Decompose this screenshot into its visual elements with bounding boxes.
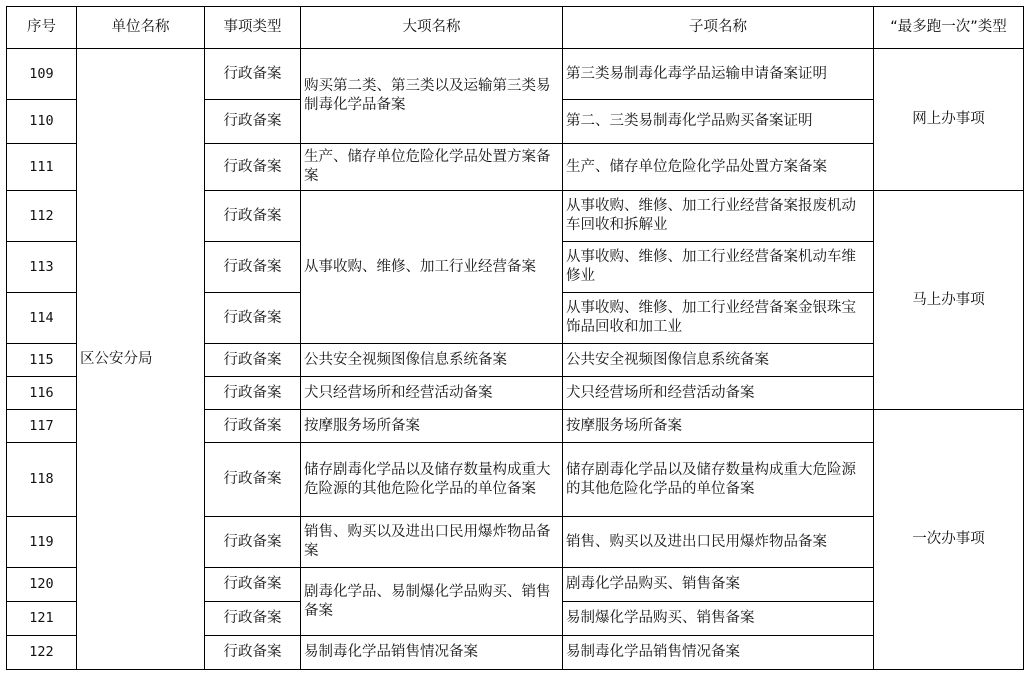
- matter-type: 行政备案: [205, 377, 301, 410]
- sub-item: 公共安全视频图像信息系统备案: [563, 344, 874, 377]
- row-number: 115: [7, 344, 77, 377]
- matter-type: 行政备案: [205, 144, 301, 191]
- sub-item: 从事收购、维修、加工行业经营备案金银珠宝饰品回收和加工业: [563, 293, 874, 344]
- header-run-type: “最多跑一次”类型: [874, 7, 1024, 49]
- header-no: 序号: [7, 7, 77, 49]
- row-number: 112: [7, 191, 77, 242]
- row-number: 121: [7, 602, 77, 636]
- header-type: 事项类型: [205, 7, 301, 49]
- row-number: 114: [7, 293, 77, 344]
- sub-item: 第二、三类易制毒化学品购买备案证明: [563, 100, 874, 144]
- major-item: 从事收购、维修、加工行业经营备案: [301, 191, 563, 344]
- run-type: 一次办事项: [874, 410, 1024, 670]
- sub-item: 剧毒化学品购买、销售备案: [563, 568, 874, 602]
- sub-item: 易制毒化学品销售情况备案: [563, 636, 874, 670]
- row-number: 118: [7, 443, 77, 517]
- sub-item: 按摩服务场所备案: [563, 410, 874, 443]
- run-type: 网上办事项: [874, 49, 1024, 191]
- matter-type: 行政备案: [205, 568, 301, 602]
- matter-type: 行政备案: [205, 443, 301, 517]
- matter-type: 行政备案: [205, 293, 301, 344]
- sub-item: 犬只经营场所和经营活动备案: [563, 377, 874, 410]
- table-row: [7, 49, 1024, 100]
- row-number: 111: [7, 144, 77, 191]
- major-item: 生产、储存单位危险化学品处置方案备案: [301, 144, 563, 191]
- sub-item: 从事收购、维修、加工行业经营备案报废机动车回收和拆解业: [563, 191, 874, 242]
- major-item: 公共安全视频图像信息系统备案: [301, 344, 563, 377]
- header-row: [7, 7, 1024, 49]
- major-item: 储存剧毒化学品以及储存数量构成重大危险源的其他危险化学品的单位备案: [301, 443, 563, 517]
- row-number: 109: [7, 49, 77, 100]
- row-number: 120: [7, 568, 77, 602]
- major-item: 犬只经营场所和经营活动备案: [301, 377, 563, 410]
- major-item: 购买第二类、第三类以及运输第三类易制毒化学品备案: [301, 49, 563, 144]
- matter-type: 行政备案: [205, 517, 301, 568]
- row-number: 113: [7, 242, 77, 293]
- header-unit: 单位名称: [77, 7, 205, 49]
- matter-type: 行政备案: [205, 344, 301, 377]
- row-number: 116: [7, 377, 77, 410]
- matter-type: 行政备案: [205, 602, 301, 636]
- sub-item: 第三类易制毒化毒学品运输申请备案证明: [563, 49, 874, 100]
- row-number: 117: [7, 410, 77, 443]
- major-item: 剧毒化学品、易制爆化学品购买、销售备案: [301, 568, 563, 636]
- major-item: 销售、购买以及进出口民用爆炸物品备案: [301, 517, 563, 568]
- matters-table: [6, 6, 1024, 670]
- major-item: 按摩服务场所备案: [301, 410, 563, 443]
- major-item: 易制毒化学品销售情况备案: [301, 636, 563, 670]
- run-type: 马上办事项: [874, 191, 1024, 410]
- row-number: 119: [7, 517, 77, 568]
- matter-type: 行政备案: [205, 191, 301, 242]
- sub-item: 销售、购买以及进出口民用爆炸物品备案: [563, 517, 874, 568]
- sub-item: 储存剧毒化学品以及储存数量构成重大危险源的其他危险化学品的单位备案: [563, 443, 874, 517]
- row-number: 122: [7, 636, 77, 670]
- sub-item: 易制爆化学品购买、销售备案: [563, 602, 874, 636]
- row-number: 110: [7, 100, 77, 144]
- matter-type: 行政备案: [205, 410, 301, 443]
- matter-type: 行政备案: [205, 49, 301, 100]
- matter-type: 行政备案: [205, 636, 301, 670]
- header-major-item: 大项名称: [301, 7, 563, 49]
- matter-type: 行政备案: [205, 100, 301, 144]
- sub-item: 从事收购、维修、加工行业经营备案机动车维修业: [563, 242, 874, 293]
- sub-item: 生产、储存单位危险化学品处置方案备案: [563, 144, 874, 191]
- matter-type: 行政备案: [205, 242, 301, 293]
- header-sub-item: 子项名称: [563, 7, 874, 49]
- unit-name: 区公安分局: [77, 49, 205, 670]
